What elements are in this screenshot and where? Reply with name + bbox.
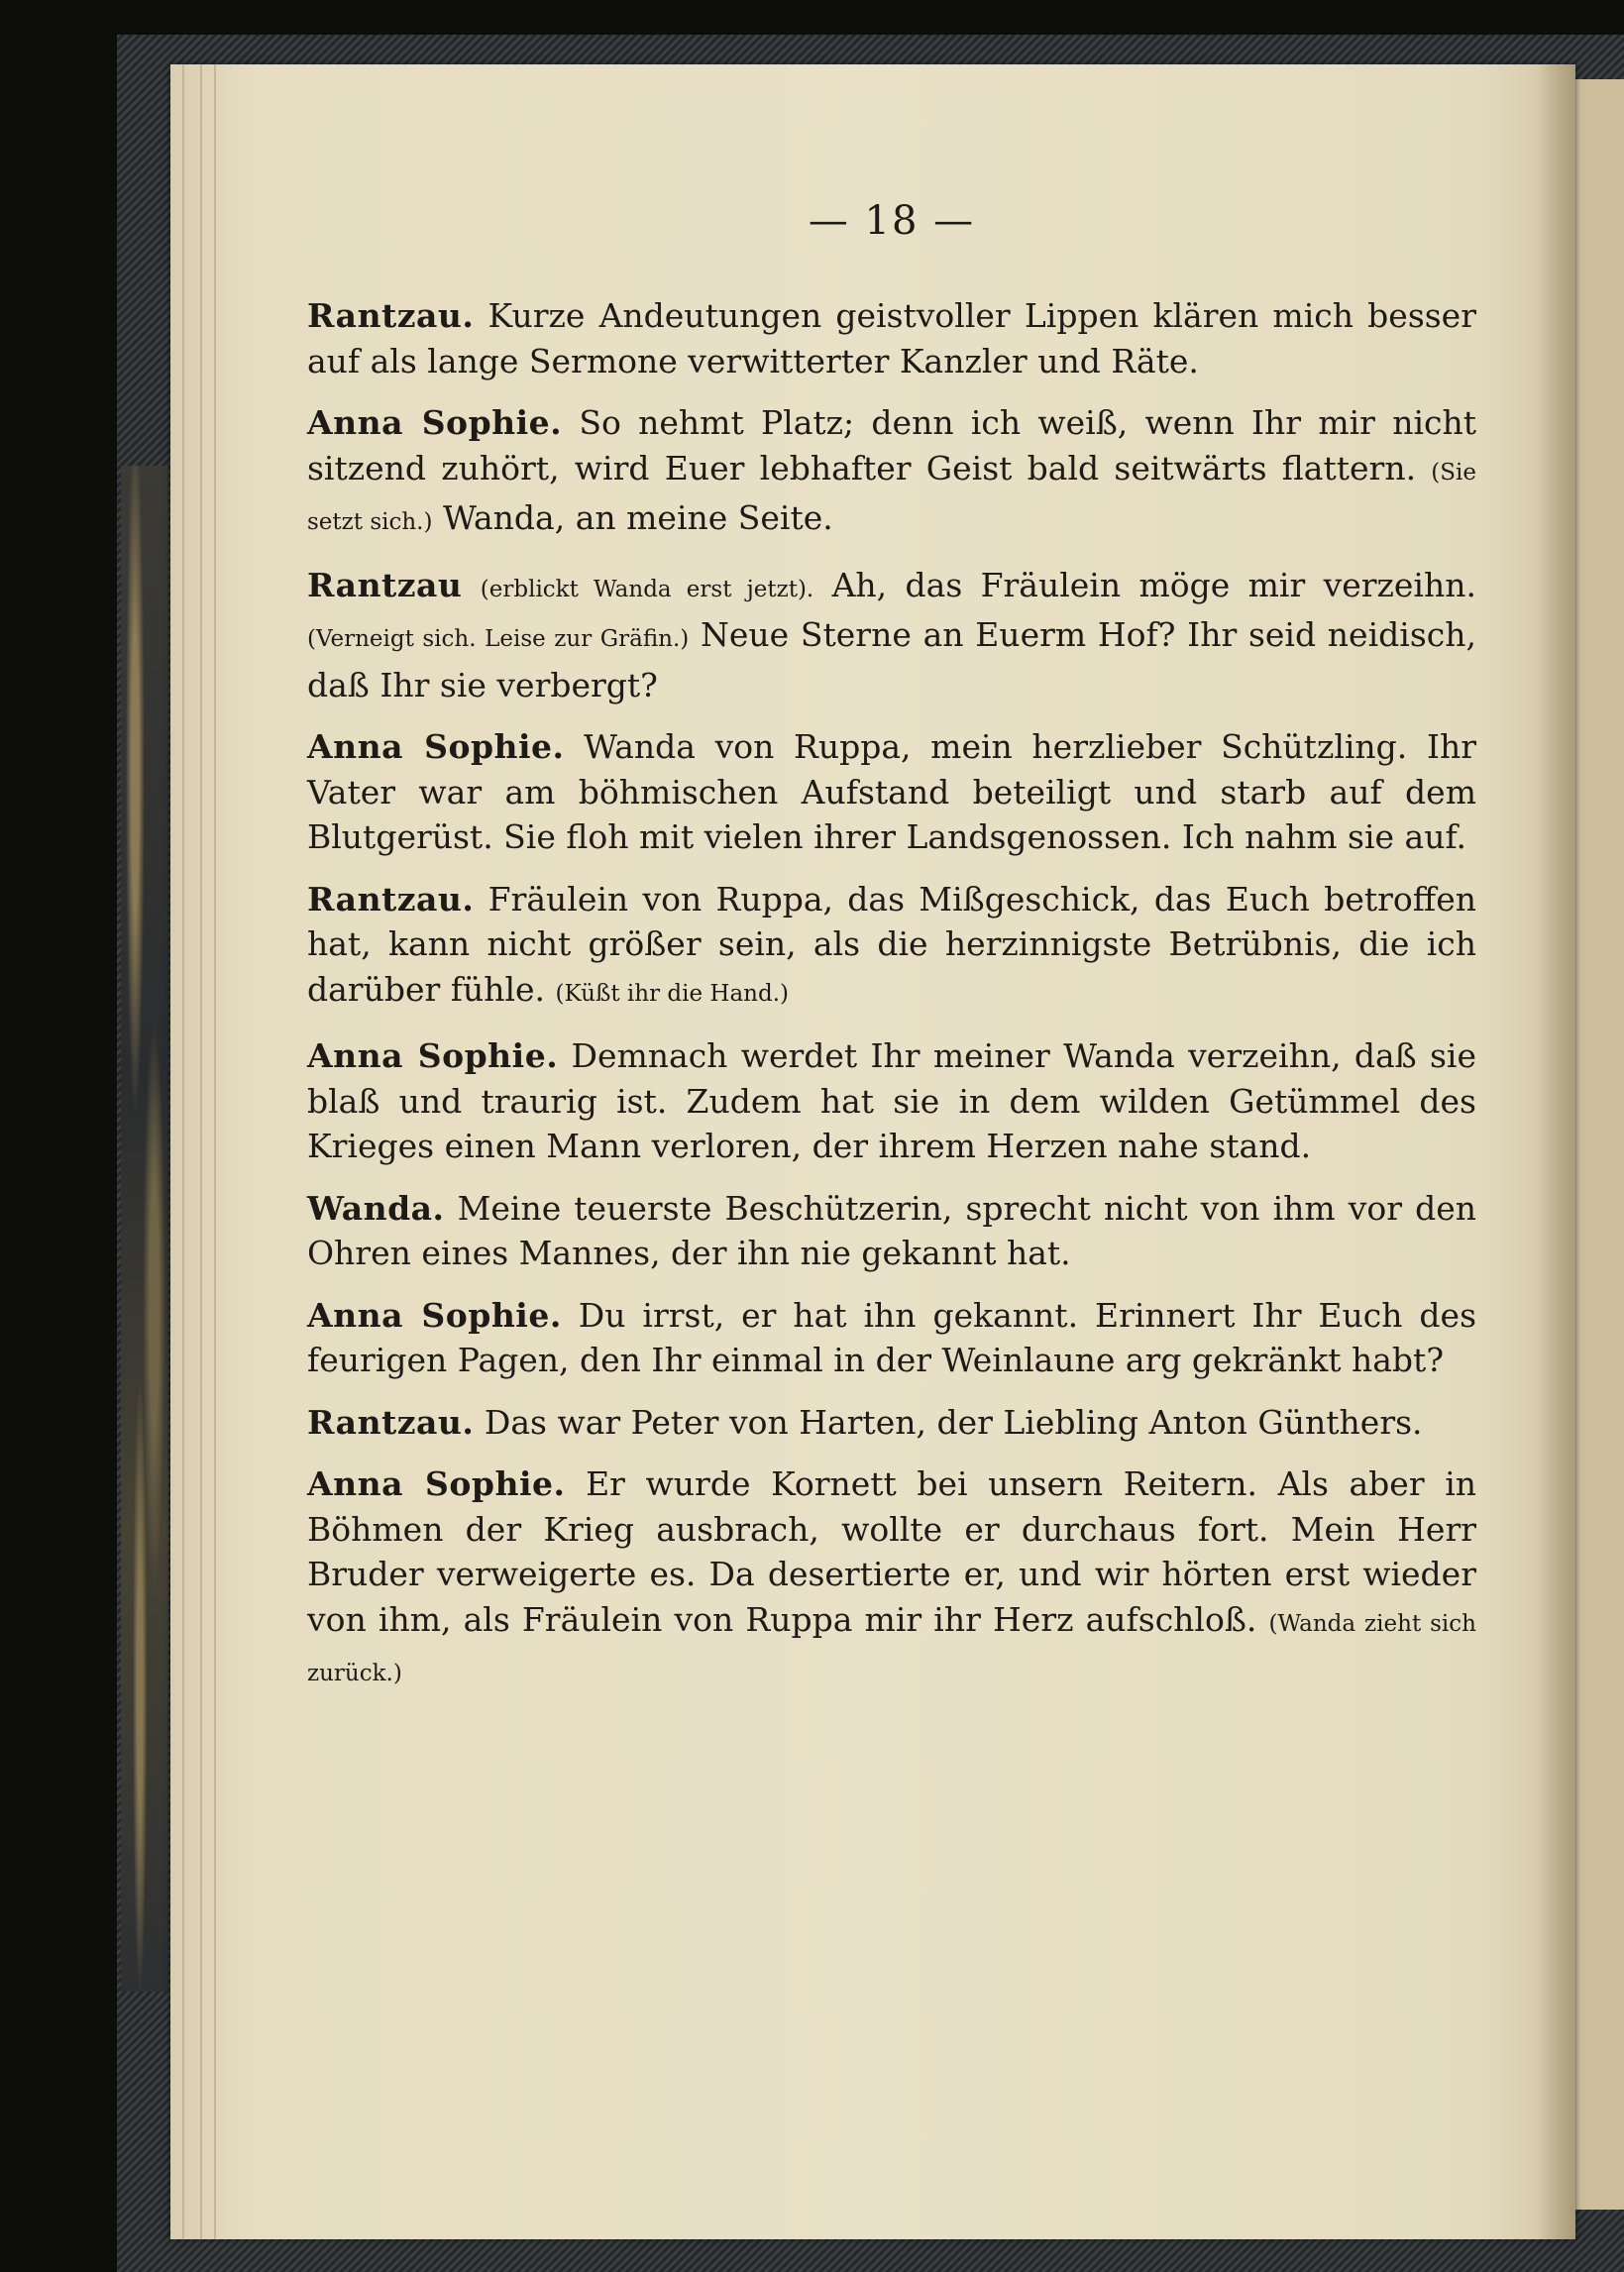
page-edge-shadow [1536, 64, 1575, 2239]
dialogue-paragraph [307, 1293, 1476, 1383]
spoken-text: Meine teuerste Beschützerin, sprecht nicht von ihm vor den Ohren eines Mannes, der ihn nie gekannt hat. [307, 1188, 1476, 1272]
speaker-name: Anna Sophie. [307, 1295, 562, 1335]
spoken-text: Kurze Andeutungen geistvoller Lippen klären mich besser auf als lange Sermone verwitterter Kanzler und Räte. [307, 296, 1476, 380]
speaker-name: Rantzau. [307, 296, 475, 335]
speaker-name: Anna Sophie. [307, 1464, 566, 1503]
spoken-text: Neue Sterne an Euerm Hof? Ihr seid neidisch, daß Ihr sie verbergt? [307, 615, 1476, 704]
spoken-text: Das war Peter von Harten, der Liebling Anton Günthers. [474, 1402, 1423, 1442]
dialogue-paragraph [307, 563, 1476, 708]
dialogue-paragraph [307, 724, 1476, 860]
stage-direction: (Sie setzt sich.) [307, 459, 1476, 535]
spoken-text: Demnach werdet Ihr meiner Wanda verzeihn, daß sie blaß und traurig ist. Zudem hat sie in dem wilden Getümmel des Krieges einen Mann verloren, der ihrem Herzen nahe stand. [307, 1036, 1477, 1165]
facing-page-edge [1575, 79, 1624, 2210]
dialogue-paragraph [307, 877, 1476, 1018]
spoken-text: Wanda von Ruppa, mein herzlieber Schützling. Ihr Vater war am böhmischen Aufstand beteiligt und starb auf dem Blutgerüst. Sie floh mit vielen ihrer Landsgenossen. Ich nahm sie auf. [307, 727, 1477, 856]
speaker-name: Anna Sophie. [307, 1036, 559, 1075]
speaker-name: Anna Sophie. [307, 403, 563, 442]
marbled-endpaper [121, 466, 168, 1992]
speaker-name: Wanda. [307, 1188, 445, 1228]
spoken-text: Ah, das Fräulein möge mir verzeihn. [813, 565, 1476, 604]
stage-direction: (erblickt Wanda erst jetzt). [480, 576, 814, 602]
dialogue-paragraph [307, 1400, 1476, 1446]
stage-direction: (Küßt ihr die Hand.) [555, 980, 789, 1007]
stage-direction: (Wanda zieht sich zurück.) [307, 1610, 1476, 1686]
spoken-text: So nehmt Platz; denn ich weiß, wenn Ihr mir nicht sitzend zuhört, wird Euer lebhafter Geist bald seitwärts flattern. [307, 403, 1477, 487]
gutter-line [200, 64, 202, 2239]
dialogue-paragraph [307, 1186, 1476, 1276]
speaker-name: Anna Sophie. [307, 727, 565, 766]
gutter-line [214, 64, 216, 2239]
stage-direction: (Verneigt sich. Leise zur Gräfin.) [307, 626, 690, 652]
dialogue-paragraph [307, 1033, 1476, 1169]
dialogue-paragraph [307, 293, 1476, 383]
page-text [307, 198, 1476, 1714]
dialogue-paragraph [307, 400, 1476, 546]
speaker-name: Rantzau [307, 565, 463, 604]
gutter-line [182, 64, 184, 2239]
page-number: — 18 — [808, 198, 976, 244]
speaker-name: Rantzau. [307, 1402, 475, 1442]
dialogue [307, 293, 1476, 1697]
dialogue-paragraph [307, 1461, 1476, 1697]
spoken-text: Fräulein von Ruppa, das Mißgeschick, das Euch betroffen hat, kann nicht größer sein, als die herzinnigste Betrübnis, die ich darüber fühle. [307, 879, 1476, 1009]
spoken-text: Du irrst, er hat ihn gekannt. Erinnert Ihr Euch des feurigen Pagen, den Ihr einmal in der Weinlaune arg gekränkt habt? [307, 1295, 1477, 1379]
spoken-text [462, 566, 480, 604]
spoken-text: Er wurde Kornett bei unsern Reitern. Als aber in Böhmen der Krieg ausbrach, wollte er durchaus fort. Mein Herr Bruder verweigerte es. Da desertierte er, und wir hörten erst wieder von ihm, als Fräulein von Ruppa mir ihr Herz aufschloß. [307, 1464, 1477, 1639]
speaker-name: Rantzau. [307, 879, 475, 919]
spoken-text: Wanda, an meine Seite. [432, 498, 833, 537]
